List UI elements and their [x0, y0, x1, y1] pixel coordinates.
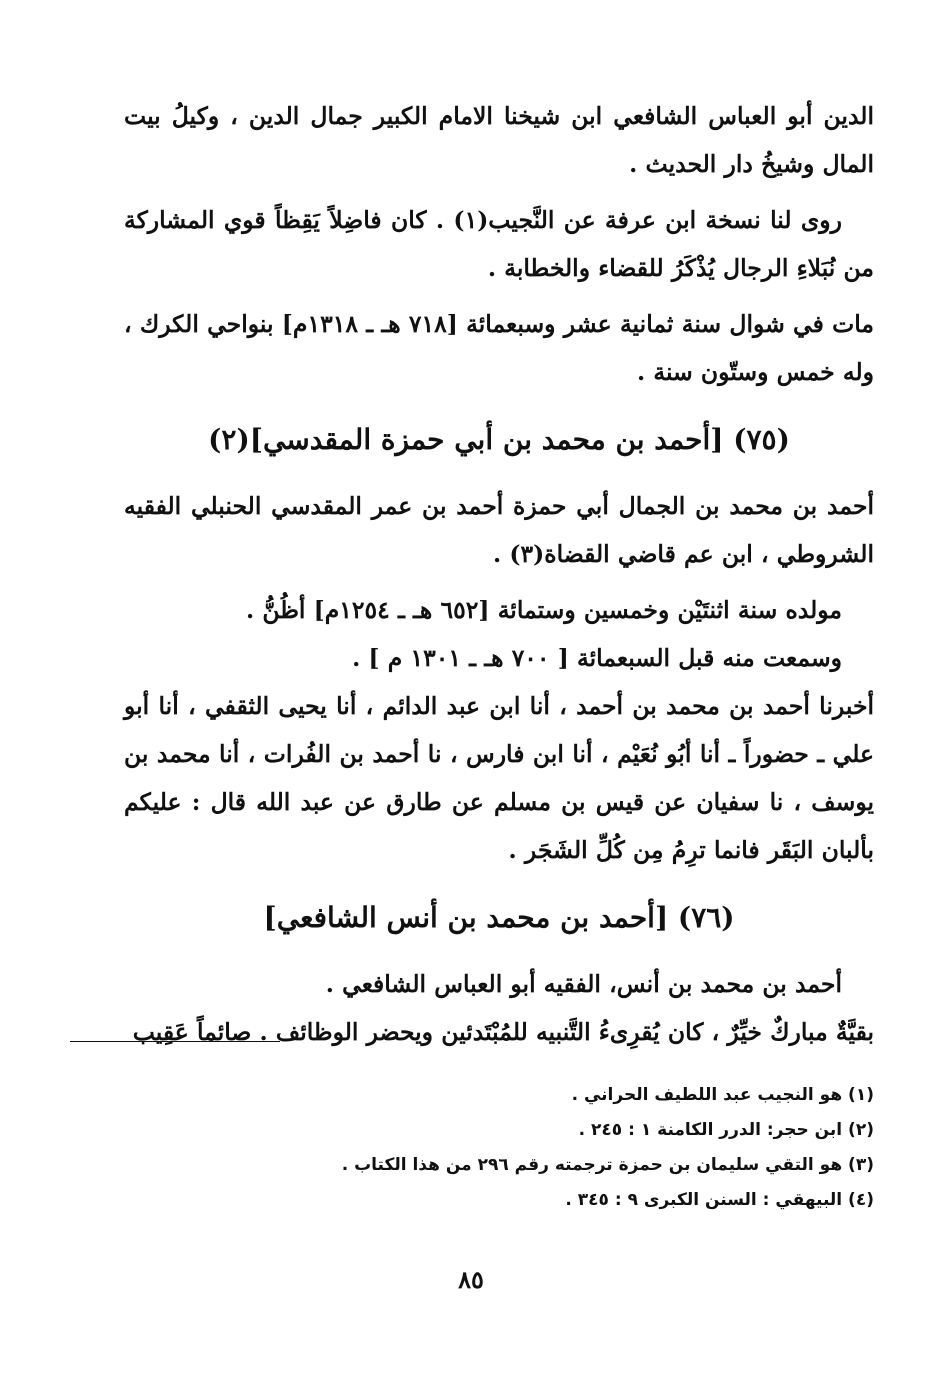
entry-heading-75: (٧٥) [أحمد بن محمد بن أبي حمزة المقدسي](٢)	[208, 423, 790, 456]
footnote-3: (٣) هو التقي سليمان بن حمزة ترجمته رقم ٢٩٦ من هذا الكتاب .	[341, 1155, 874, 1175]
paragraph-8: أحمد بن محمد بن أنس، الفقيه أبو العباس الشافعي .	[325, 970, 842, 998]
paragraph-6: وسمعت منه قبل السبعمائة [ ٧٠٠ هـ ـ ١٣٠١ م ] .	[352, 644, 842, 672]
footnote-2: (٢) ابن حجر: الدرر الكامنة ١ : ٢٤٥ .	[578, 1120, 874, 1140]
paragraph-9: بقيَّةٌ مباركٌ خيِّرٌ ، كان يُقرِىءُ التَّنبيه للمُبْتَدئين ويحضر الوظائف . صائماً عَقِيب	[132, 1018, 874, 1046]
footnote-divider	[70, 1041, 280, 1042]
paragraph-5: مولده سنة اثنتَيْن وخمسين وستمائة [٦٥٢ هـ ـ ١٢٥٤م] أظُنُّ .	[245, 596, 842, 624]
entry-heading-76: (٧٦) [أحمد بن محمد بن أنس الشافعي]	[263, 901, 735, 934]
paragraph-7: أخبرنا أحمد بن محمد بن أحمد ، أنا ابن عبد الدائم ، أنا يحيى الثقفي ، أنا أبو علي ـ حضوراً ـ أنا أبُو نُعَيْم ، أنا ابن فارس ، نا أحمد بن الفُرات ، أنا محمد بن يوسف ، نا سفيان عن قيس بن مسلم عن طارق عن عبد الله قال : عليكم بألبان البَقَر فانما ترِمُ مِن كُلِّ الشَجَر .	[124, 692, 874, 864]
footnote-1: (١) هو النجيب عبد اللطيف الحراني .	[571, 1085, 874, 1105]
paragraph-1: الدين أبو العباس الشافعي ابن شيخنا الامام الكبير جمال الدين ، وكيلُ بيت المال وشيخُ دار الحديث .	[124, 102, 874, 178]
page-number: ٨٥	[458, 1265, 484, 1294]
paragraph-2: روى لنا نسخة ابن عرفة عن النَّجيب(١) . كان فاضِلاً يَقِظاً قوي المشاركة من نُبَلاءِ الرجال يُذْكَرُ للقضاء والخطابة .	[124, 206, 874, 282]
footnotes	[114, 1078, 874, 1218]
paragraph-3: مات في شوال سنة ثمانية عشر وسبعمائة [٧١٨ هـ ـ ١٣١٨م] بنواحي الكرك ، وله خمس وستّون سنة .	[124, 310, 875, 386]
footnote-4: (٤) البيهقي : السنن الكبرى ٩ : ٣٤٥ .	[565, 1190, 874, 1210]
paragraph-4: أحمد بن محمد بن الجمال أبي حمزة أحمد بن عمر المقدسي الحنبلي الفقيه الشروطي ، ابن عم قاضي القضاة(٣) .	[124, 492, 874, 568]
main-text	[124, 92, 874, 1056]
